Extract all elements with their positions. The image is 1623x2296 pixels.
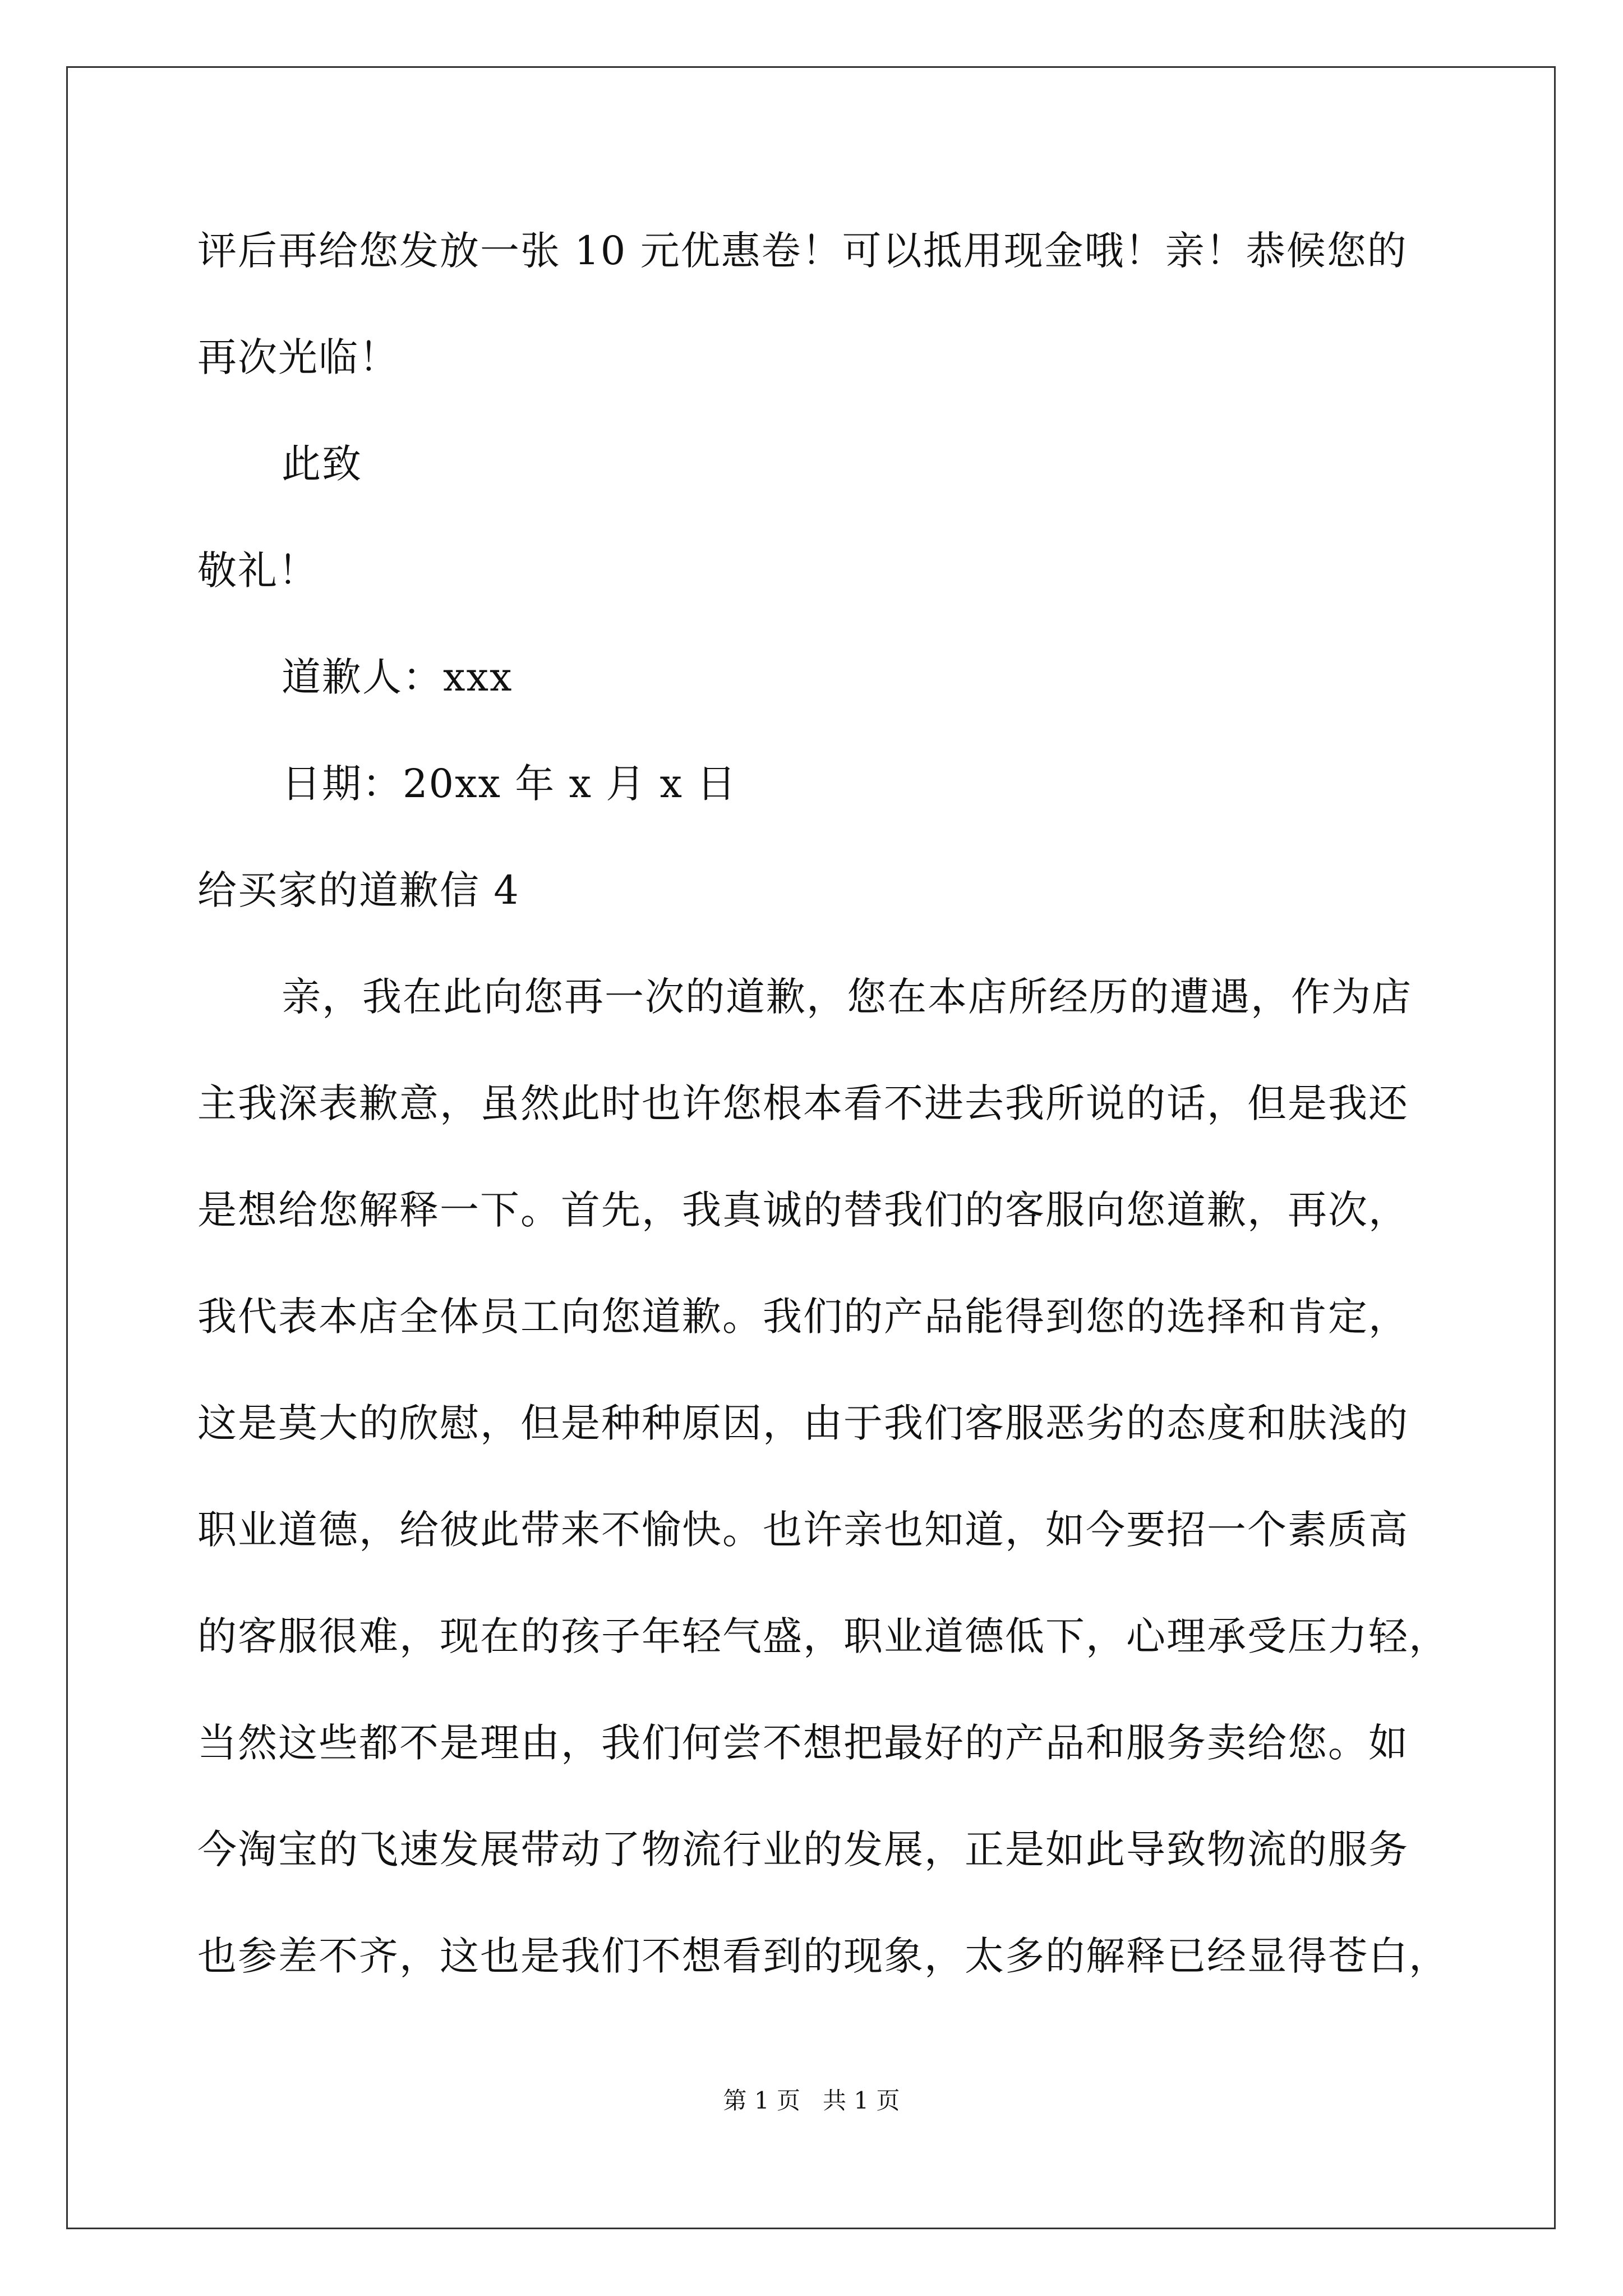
body-line-6: 职业道德，给彼此带来不愉快。也许亲也知道，如今要招一个素质高	[197, 1507, 1409, 1553]
closing-salutation: 此致	[282, 441, 362, 487]
section-heading: 给买家的道歉信 4	[197, 867, 520, 913]
body-line-7: 的客服很难，现在的孩子年轻气盛，职业道德低下，心理承受压力轻，	[197, 1613, 1449, 1659]
text-line-2: 再次光临！	[197, 334, 399, 380]
body-line-5: 这是莫大的欣慰，但是种种原因，由于我们客服恶劣的态度和肤浅的	[197, 1400, 1409, 1446]
body-line-10: 也参差不齐，这也是我们不想看到的现象，太多的解释已经显得苍白，	[197, 1933, 1449, 1979]
body-line-2: 主我深表歉意，虽然此时也许您根本看不进去我所说的话，但是我还	[197, 1080, 1409, 1126]
date-line: 日期：20xx 年 x 月 x 日	[282, 761, 737, 807]
body-line-8: 当然这些都不是理由，我们何尝不想把最好的产品和服务卖给您。如	[197, 1720, 1409, 1766]
text-line-1: 评后再给您发放一张 10 元优惠卷！可以抵用现金哦！亲！恭候您的	[197, 228, 1408, 274]
page-border	[66, 66, 1556, 2229]
apologizer-signature: 道歉人：xxx	[282, 654, 513, 700]
body-line-4: 我代表本店全体员工向您道歉。我们的产品能得到您的选择和肯定，	[197, 1294, 1409, 1340]
closing-respect: 敬礼！	[197, 547, 319, 593]
body-line-9: 今淘宝的飞速发展带动了物流行业的发展，正是如此导致物流的服务	[197, 1826, 1409, 1872]
page-footer: 第 1 页 共 1 页	[723, 2087, 900, 2114]
body-line-1: 亲，我在此向您再一次的道歉，您在本店所经历的遭遇，作为店	[282, 974, 1412, 1020]
body-line-3: 是想给您解释一下。首先，我真诚的替我们的客服向您道歉，再次，	[197, 1187, 1409, 1233]
